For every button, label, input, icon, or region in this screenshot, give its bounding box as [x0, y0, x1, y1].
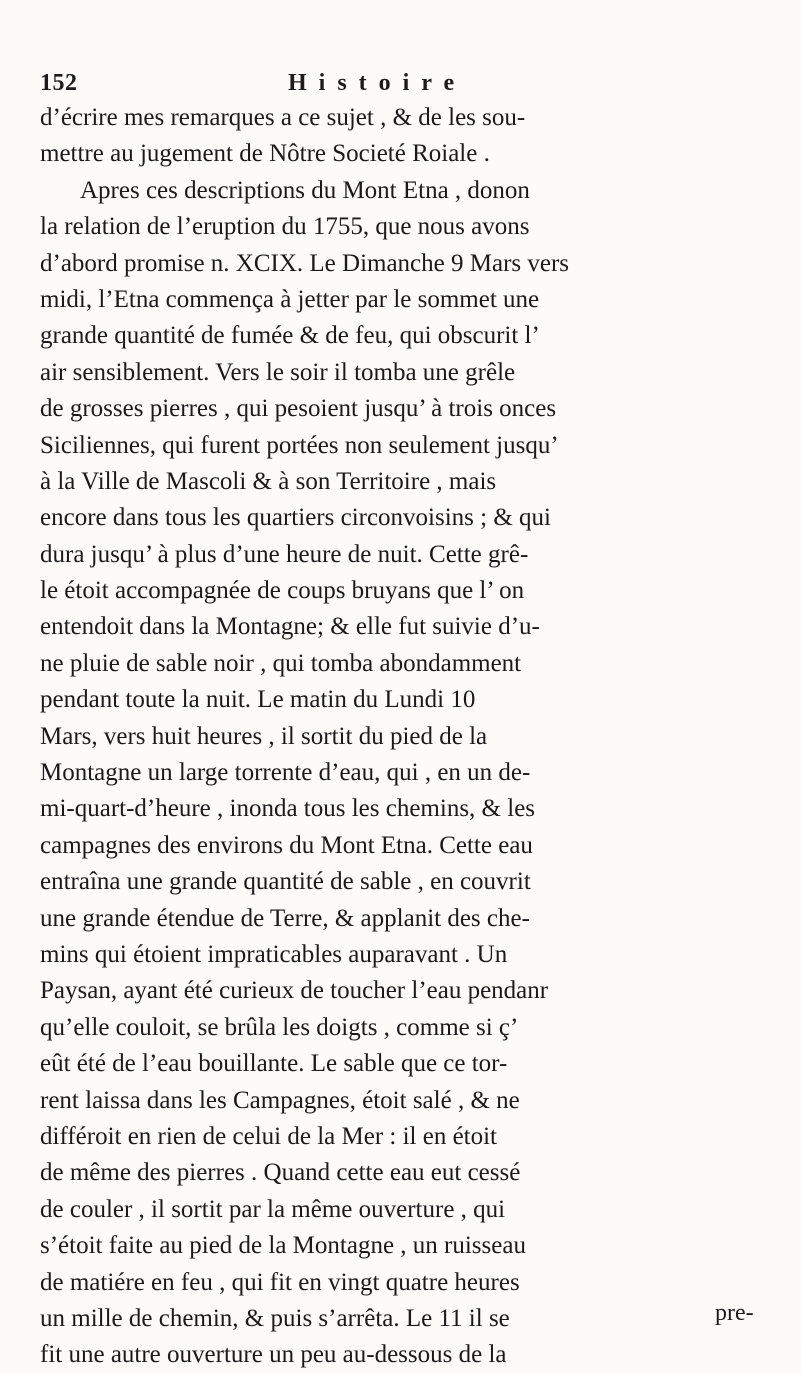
- catchword: pre-: [715, 1300, 754, 1326]
- text-line-35: fit une autre ouverture un peu au-dessous de la: [40, 1341, 507, 1369]
- text-line-31: de couler , il sortit par la même ouverture , qui: [40, 1195, 506, 1223]
- text-line-17: pendant toute la nuit. Le matin du Lundi 10: [40, 686, 476, 714]
- text-line-7: grande quantité de fumée & de feu, qui obscurit l’: [40, 322, 540, 350]
- text-line-32: s’étoit faite au pied de la Montagne , un ruisseau: [40, 1232, 526, 1260]
- text-line-25: Paysan, ayant été curieux de toucher l’eau pendanr: [40, 977, 549, 1005]
- text-line-21: campagnes des environs du Mont Etna. Cette eau: [40, 831, 533, 859]
- text-line-10: Siciliennes, qui furent portées non seulement jusqu’: [40, 431, 559, 459]
- text-line-19: Montagne un large torrente d’eau, qui , en un de-: [40, 759, 531, 787]
- text-line-13: dura jusqu’ à plus d’une heure de nuit. Cette grê-: [40, 540, 529, 568]
- text-line-30: de même des pierres . Quand cette eau eut cessé: [40, 1159, 521, 1187]
- text-line-23: une grande étendue de Terre, & applanit des che-: [40, 904, 530, 932]
- text-line-15: entendoit dans la Montagne; & elle fut suivie d’u-: [40, 613, 540, 641]
- text-line-22: entraîna une grande quantité de sable , en couvrit: [40, 868, 531, 896]
- text-line-18: Mars, vers huit heures , il sortit du pied de la: [40, 722, 488, 750]
- text-line-33: de matiére en feu , qui fit en vingt quatre heures: [40, 1268, 520, 1296]
- text-line-9: de grosses pierres , qui pesoient jusqu’ à trois onces: [40, 395, 557, 423]
- text-line-1: d’écrire mes remarques a ce sujet , & de les sou-: [40, 104, 526, 131]
- text-line-4: la relation de l’eruption du 1755, que nous avons: [40, 213, 530, 241]
- text-line-3: Apres ces descriptions du Mont Etna , donon: [80, 176, 530, 204]
- text-line-5: d’abord promise n. XCIX. Le Dimanche 9 Mars vers: [40, 249, 570, 277]
- text-line-6: midi, l’Etna commença à jetter par le sommet une: [40, 285, 540, 313]
- running-title: Histoire: [288, 70, 467, 96]
- text-line-26: qu’elle couloit, se brûla les doigts , comme si ç’: [40, 1013, 519, 1041]
- text-line-27: eût été de l’eau bouillante. Le sable que ce tor-: [40, 1050, 508, 1078]
- text-line-12: encore dans tous les quartiers circonvoisins ; & qui: [40, 504, 551, 532]
- page-header: [40, 70, 740, 104]
- text-line-24: mins qui étoient impraticables auparavant . Un: [40, 940, 508, 968]
- text-line-11: à la Ville de Mascoli & à son Territoire , mais: [40, 467, 497, 495]
- text-line-14: le étoit accompagnée de coups bruyans que l’ on: [40, 577, 525, 605]
- text-line-2: mettre au jugement de Nôtre Societé Roiale .: [40, 140, 490, 168]
- page-number: 152: [40, 70, 78, 96]
- text-line-28: rent laissa dans les Campagnes, étoit salé , & ne: [40, 1086, 520, 1114]
- text-line-29: différoit en rien de celui de la Mer : il en étoit: [40, 1122, 498, 1150]
- text-line-20: mi-quart-d’heure , inonda tous les chemins, & les: [40, 795, 536, 823]
- text-line-8: air sensiblement. Vers le soir il tomba une grêle: [40, 358, 516, 386]
- body-text: [40, 100, 780, 1374]
- text-line-34: un mille de chemin, & puis s’arrêta. Le 11 il se: [40, 1304, 510, 1332]
- text-line-16: ne pluie de sable noir , qui tomba abondamment: [40, 649, 522, 677]
